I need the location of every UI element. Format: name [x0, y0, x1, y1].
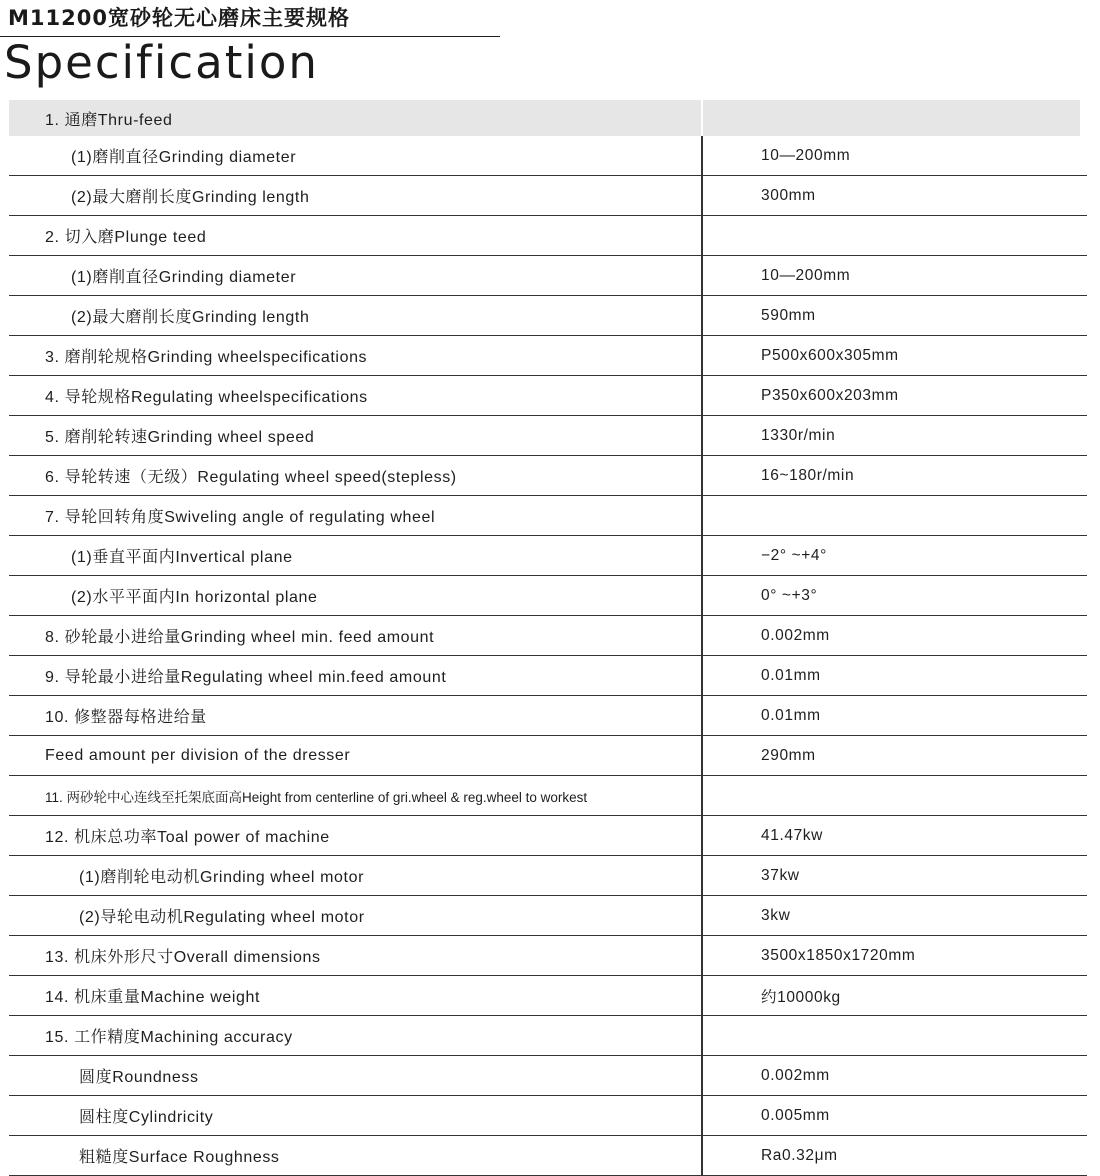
column-divider — [701, 456, 703, 495]
spec-row — [9, 776, 1087, 816]
spec-value: 0.002mm — [761, 1066, 830, 1084]
column-divider — [701, 896, 703, 935]
spec-label: 12. 机床总功率Toal power of machine — [45, 829, 330, 846]
spec-value: 1330r/min — [761, 426, 836, 444]
spec-row — [9, 856, 1087, 896]
spec-label: (1)磨削直径Grinding diameter — [71, 149, 297, 166]
spec-label: 4. 导轮规格Regulating wheelspecifications — [45, 389, 368, 406]
spec-row — [9, 1016, 1087, 1056]
column-divider — [701, 736, 703, 775]
spec-label: 3. 磨削轮规格Grinding wheelspecifications — [45, 349, 368, 366]
spec-label: (2)水平平面内In horizontal plane — [71, 589, 318, 606]
spec-value: P500x600x305mm — [761, 346, 899, 364]
column-divider — [701, 1096, 703, 1135]
column-divider — [701, 1056, 703, 1095]
spec-value: 590mm — [761, 306, 816, 324]
spec-row — [9, 1056, 1087, 1096]
spec-row — [9, 736, 1087, 776]
spec-value: 10—200mm — [761, 266, 851, 284]
column-divider — [701, 576, 703, 615]
spec-row — [9, 416, 1087, 456]
spec-row — [9, 576, 1087, 616]
spec-label: 7. 导轮回转角度Swiveling angle of regulating wheel — [45, 509, 436, 526]
spec-label: 2. 切入磨Plunge teed — [45, 229, 207, 246]
spec-value: 0° ~+3° — [761, 586, 818, 604]
spec-row — [9, 336, 1087, 376]
column-divider — [701, 216, 703, 255]
spec-label: 粗糙度Surface Roughness — [79, 1149, 280, 1166]
spec-value: 0.005mm — [761, 1106, 830, 1124]
spec-value: 37kw — [761, 866, 800, 884]
spec-row — [9, 456, 1087, 496]
spec-label: 8. 砂轮最小进给量Grinding wheel min. feed amount — [45, 629, 435, 646]
spec-row — [9, 976, 1087, 1016]
spec-label: 11. 两砂轮中心连线至托架底面高Height from centerline of gri.wheel & reg.wheel to workest — [45, 789, 588, 805]
spec-label: (1)磨削轮电动机Grinding wheel motor — [79, 869, 365, 886]
spec-value: 10—200mm — [761, 146, 851, 164]
spec-label: (2)导轮电动机Regulating wheel motor — [79, 909, 365, 926]
spec-row — [9, 816, 1087, 856]
document-subtitle: Specification — [4, 36, 319, 89]
column-divider — [701, 496, 703, 535]
spec-label: 15. 工作精度Machining accuracy — [45, 1029, 293, 1046]
spec-value: 0.01mm — [761, 666, 821, 684]
spec-label: 圆柱度Cylindricity — [79, 1109, 214, 1126]
spec-row — [9, 656, 1087, 696]
column-divider — [701, 616, 703, 655]
spec-value: 约10000kg — [761, 988, 841, 1006]
column-divider — [701, 776, 703, 815]
spec-row — [9, 136, 1087, 176]
spec-row — [9, 1136, 1087, 1176]
spec-label: 5. 磨削轮转速Grinding wheel speed — [45, 429, 315, 446]
spec-row — [9, 296, 1087, 336]
spec-value: 3500x1850x1720mm — [761, 946, 916, 964]
spec-value: 0.01mm — [761, 706, 821, 724]
spec-row — [9, 1096, 1087, 1136]
column-divider — [701, 376, 703, 415]
spec-label: 10. 修整器每格进给量 — [45, 709, 207, 726]
spec-label: 14. 机床重量Machine weight — [45, 989, 261, 1006]
spec-value: Ra0.32μm — [761, 1146, 838, 1164]
column-divider — [701, 696, 703, 735]
spec-row — [9, 936, 1087, 976]
spec-label: (2)最大磨削长度Grinding length — [71, 309, 310, 326]
column-divider — [701, 536, 703, 575]
spec-section-header — [9, 100, 1080, 136]
spec-row — [9, 176, 1087, 216]
spec-label: 圆度Roundness — [79, 1069, 199, 1086]
spec-row — [9, 536, 1087, 576]
spec-value: 16~180r/min — [761, 466, 855, 484]
spec-row — [9, 696, 1087, 736]
specification-table — [9, 100, 1087, 1176]
spec-label: 13. 机床外形尺寸Overall dimensions — [45, 949, 321, 966]
column-divider — [701, 1136, 703, 1175]
spec-row — [9, 376, 1087, 416]
spec-label: (1)垂直平面内Invertical plane — [71, 549, 293, 566]
spec-value: 41.47kw — [761, 826, 823, 844]
spec-label: 6. 导轮转速（无级）Regulating wheel speed(stepless) — [45, 469, 457, 486]
spec-label: (1)磨削直径Grinding diameter — [71, 269, 297, 286]
spec-label: 9. 导轮最小进给量Regulating wheel min.feed amount — [45, 669, 447, 686]
column-divider — [701, 256, 703, 295]
spec-value: −2° ~+4° — [761, 546, 827, 564]
spec-label: Feed amount per division of the dresser — [45, 746, 351, 764]
column-divider — [701, 656, 703, 695]
spec-row — [9, 256, 1087, 296]
spec-row — [9, 496, 1087, 536]
spec-value: 3kw — [761, 906, 791, 924]
column-divider — [701, 1016, 703, 1055]
spec-value: 300mm — [761, 186, 816, 204]
column-divider — [701, 296, 703, 335]
spec-row — [9, 616, 1087, 656]
spec-value: 0.002mm — [761, 626, 830, 644]
column-divider — [701, 136, 703, 175]
spec-value: P350x600x203mm — [761, 386, 899, 404]
spec-label: (2)最大磨削长度Grinding length — [71, 189, 310, 206]
column-divider — [701, 336, 703, 375]
spec-label: 1. 通磨Thru-feed — [45, 111, 173, 129]
spec-row — [9, 896, 1087, 936]
column-divider — [701, 816, 703, 855]
spec-value: 290mm — [761, 746, 816, 764]
column-divider — [701, 976, 703, 1015]
column-divider — [701, 856, 703, 895]
column-divider — [701, 176, 703, 215]
column-divider — [701, 936, 703, 975]
column-divider — [701, 416, 703, 455]
column-divider — [701, 100, 703, 136]
document-title: M11200宽砂轮无心磨床主要规格 — [8, 6, 350, 30]
spec-row — [9, 216, 1087, 256]
